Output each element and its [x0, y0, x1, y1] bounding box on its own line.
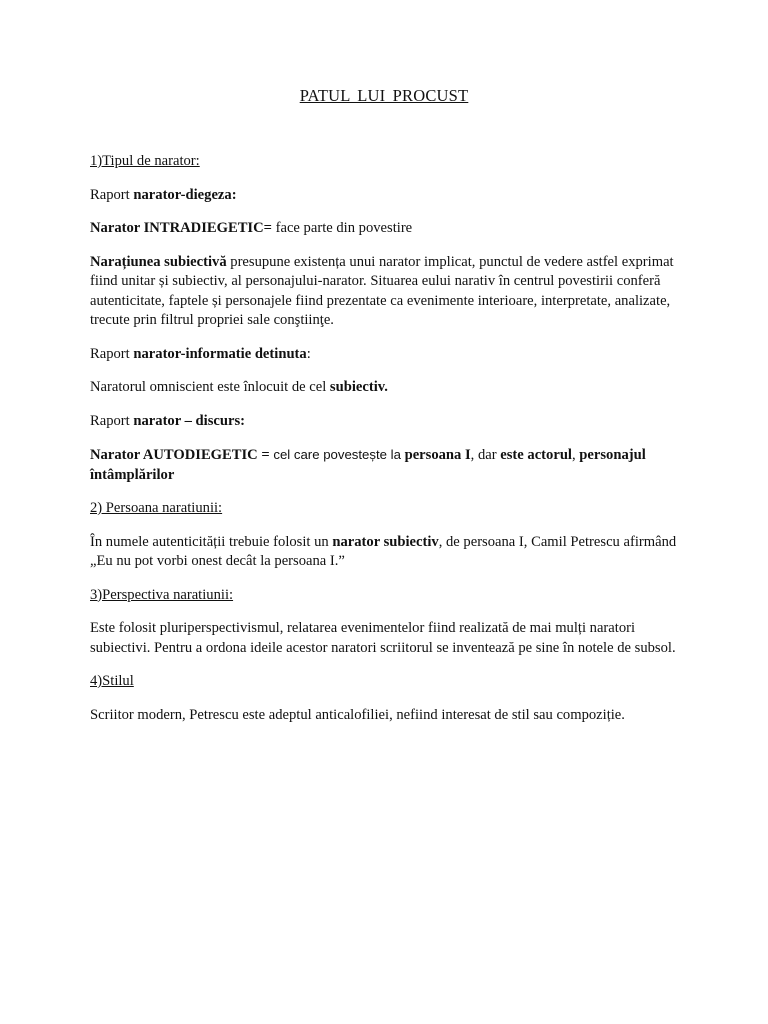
section-heading-persoana: 2) Persoana naratiunii:: [90, 500, 223, 516]
section-heading-stilul: 4)Stilul: [90, 673, 134, 689]
paragraph-raport-informatie: Raport narator-informatie detinuta:: [90, 345, 311, 362]
paragraph-autodiegetic: Narator AUTODIEGETIC = cel care povestește la persoana I, dar este actorul, personajul întâmplărilor: [90, 447, 646, 483]
paragraph-raport-discurs: Raport narator – discurs:: [90, 412, 245, 429]
document-title: PATUL LUI PROCUST: [299, 86, 469, 105]
paragraph-omniscient: Naratorul omniscient este înlocuit de cel subiectiv.: [90, 379, 388, 395]
section-heading-perspectiva: 3)Perspectiva naratiunii:: [90, 586, 234, 603]
paragraph-perspectiva: Este folosit pluriperspectivismul, relatarea evenimentelor fiind realizată de mai mulți naratori subiectivi. Pentru a ordona ideile acestor naratori scriitorul se inventează pe sine în notele de subsol.: [90, 620, 676, 656]
section-heading-narrator-type: 1)Tipul de narator:: [90, 153, 200, 169]
paragraph-stilul: Scriitor modern, Petrescu este adeptul anticalofiliei, nefiind interesat de stil sau compoziție.: [90, 706, 625, 723]
paragraph-naratiune-subiectiva: Narațiunea subiectivă presupune existența unui narator implicat, punctul de vedere astfel exprimat fiind unitar și subiectiv, al personajului-narator. Situarea eului narativ în centrul povestirii conferă autenticitate, faptele și personajele fiind prezentate ca evenimente interioare, interpretate, analizate, trecute prin filtrul propriei sale conştiinţe.: [90, 253, 674, 328]
paragraph-persoana: În numele autenticității trebuie folosit un narator subiectiv, de persoana I, Camil Petrescu afirmând „Eu nu pot vorbi onest decât la persoana I.”: [90, 533, 677, 569]
paragraph-raport-diegeza: Raport narator-diegeza:: [90, 186, 237, 203]
paragraph-intradiegetic: Narator INTRADIEGETIC= face parte din povestire: [90, 220, 413, 236]
document-body: [90, 152, 680, 739]
